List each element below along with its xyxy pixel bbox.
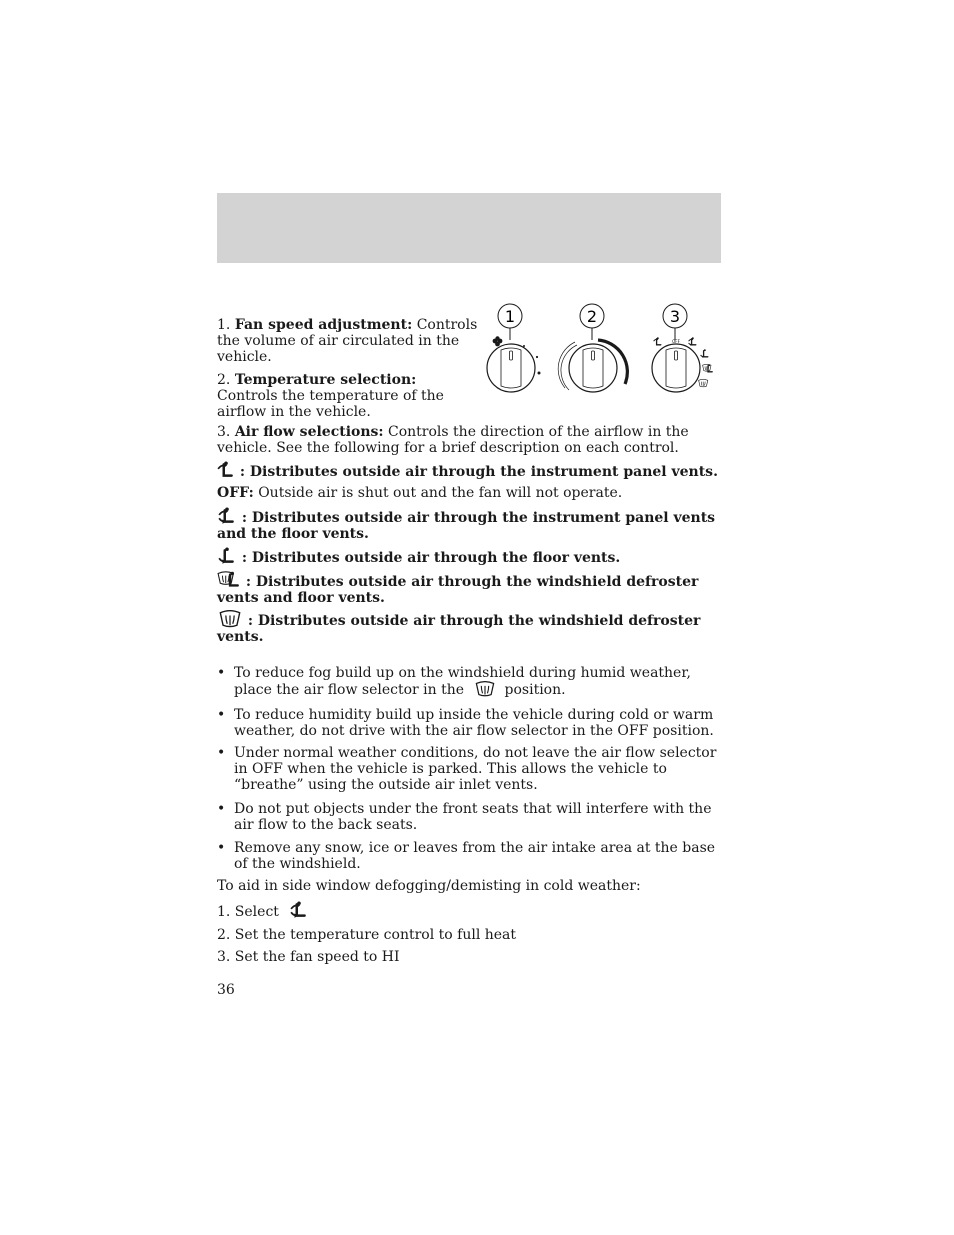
bullet: • (217, 745, 226, 761)
mode-floor-text: : Distributes outside air through the floor vents. (237, 550, 621, 566)
page-number: 36 (217, 982, 235, 998)
callout-label-1: 1 (504, 307, 516, 326)
bullet: • (217, 707, 226, 723)
fan-speed-text: Controls the volume of air circulated in the vehicle. (217, 317, 478, 365)
mode-panel-text: : Distributes outside air through the instrument panel vents. (235, 464, 718, 480)
callout-label-2: 2 (586, 307, 598, 326)
mode-panel (217, 461, 722, 480)
item-number: 2. (217, 372, 231, 388)
mode-floor-defrost (217, 571, 722, 606)
mode-off (217, 485, 722, 501)
fan-icon (493, 336, 503, 346)
floor-mode-icon (701, 349, 708, 358)
tip-fog-text-end: position. (504, 682, 566, 698)
side-window-intro: To aid in side window defogging/demisting in cold weather: (217, 878, 641, 894)
air-flow-title: Air flow selections: (234, 424, 384, 440)
item-number: 3. (217, 424, 231, 440)
fan-speed-knob (487, 336, 541, 392)
panel-mode-icon (217, 461, 235, 479)
temperature-knob (558, 340, 627, 392)
callout-2 (580, 304, 604, 340)
mode-defrost-text: : Distributes outside air through the windshield defroster vents. (217, 613, 701, 645)
defrost-mode-icon (699, 379, 708, 386)
fan-speed-description (217, 317, 479, 365)
tip-humidity-text: To reduce humidity build up inside the vehicle during cold or warm weather, do not drive with the air flow selector in the OFF position. (234, 707, 714, 739)
mode-panel-floor-text: : Distributes outside air through the instrument panel vents and the floor vents. (217, 510, 716, 542)
tip-humidity (217, 707, 722, 739)
air-flow-text: Controls the direction of the airflow in the vehicle. See the following for a brief description on each control. (217, 424, 689, 456)
mode-defrost (217, 610, 722, 645)
mode-panel-floor (217, 507, 722, 542)
step-1-text: 1. Select (217, 904, 279, 920)
floor-mode-icon (217, 547, 237, 565)
floor-defrost-mode-icon (217, 571, 241, 589)
tip-fog-text: To reduce fog build up on the windshield during humid weather, place the air flow selector in the (234, 665, 691, 698)
temperature-description (217, 372, 479, 420)
tip-breathe-text: Under normal weather conditions, do not leave the air flow selector in OFF when the vehicle is parked. This allows the vehicle to “breathe” using the outside air inlet vents. (234, 745, 717, 793)
callout-3 (663, 304, 687, 340)
mode-off-label: OFF: (217, 485, 254, 501)
item-number: 1. (217, 317, 231, 333)
mode-floor (217, 547, 722, 566)
tip-breathe (217, 745, 722, 793)
bullet: • (217, 840, 226, 856)
mode-off-text: Outside air is shut out and the fan will not operate. (253, 485, 623, 501)
side-window-step-1 (217, 901, 722, 920)
defrost-mode-icon (217, 610, 243, 628)
callout-1 (498, 304, 522, 340)
bullet: • (217, 665, 226, 681)
callout-label-3: 3 (669, 307, 681, 326)
side-window-step-3: 3. Set the fan speed to HI (217, 949, 400, 965)
tip-snow-text: Remove any snow, ice or leaves from the air intake area at the base of the windshield. (234, 840, 716, 872)
bullet: • (217, 801, 226, 817)
floor-defrost-mode-icon (703, 364, 713, 372)
temperature-title: Temperature selection: (234, 372, 417, 388)
defrost-icon (471, 681, 499, 697)
off-mark: OFF (672, 339, 680, 344)
mode-floor-defrost-text: : Distributes outside air through the windshield defroster vents and floor vents. (217, 574, 699, 606)
panel-floor-icon (289, 901, 309, 919)
panel-floor-mode-icon (217, 507, 237, 525)
climate-control-diagram (480, 300, 725, 405)
temperature-text: Controls the temperature of the airflow in the vehicle. (217, 388, 444, 420)
fan-speed-title: Fan speed adjustment: (234, 317, 413, 333)
panel-floor-mode-icon (689, 337, 696, 346)
tip-fog (217, 665, 722, 698)
tip-snow (217, 840, 722, 872)
tip-seats (217, 801, 722, 833)
air-flow-knob (652, 337, 712, 392)
tip-seats-text: Do not put objects under the front seats that will interfere with the air flow to the back seats. (234, 801, 712, 833)
side-window-step-2: 2. Set the temperature control to full heat (217, 927, 517, 943)
section-header-band (217, 193, 721, 263)
panel-mode-icon (654, 337, 661, 345)
air-flow-description (217, 424, 722, 456)
